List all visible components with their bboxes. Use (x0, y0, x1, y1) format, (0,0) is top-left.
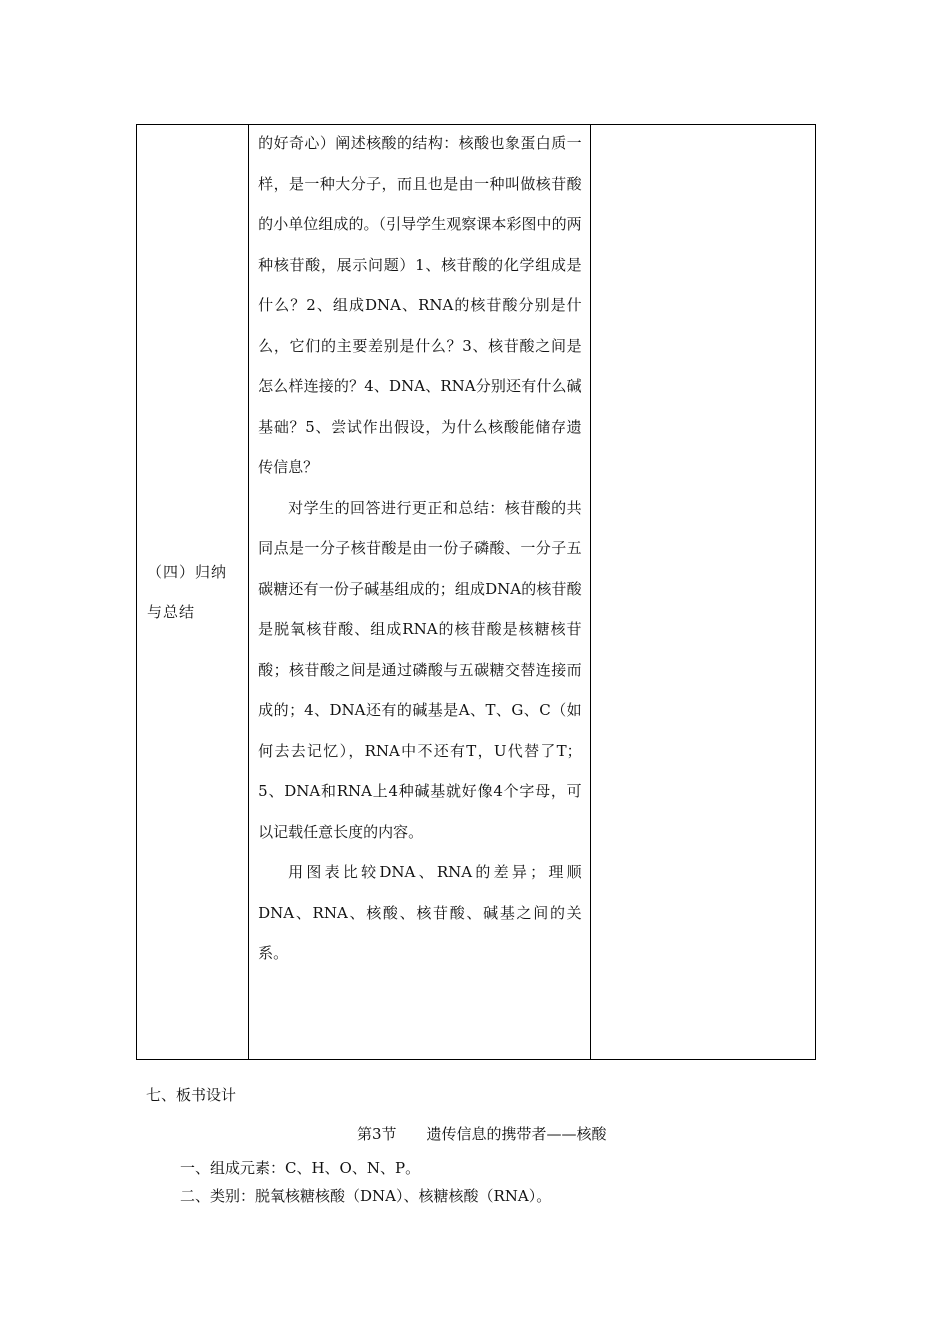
activity-cell (249, 125, 591, 1060)
activity-paragraph-2: 对学生的回答进行更正和总结：核苷酸的共同点是一分子核苷酸是由一份子磷酸、一分子五碳糖还有一份子碱基组成的；组成DNA的核苷酸是脱氧核苷酸、组成RNA的核苷酸是核糖核苷酸；核苷酸之间是通过磷酸与五碳糖交替连接而成的；4、DNA还有的碱基是A、T、G、C（如何去去记忆），RNA中不还有T，U代替了T；5、DNA和RNA上4种碱基就好像4个字母，可以记载任意长度的内容。 (258, 498, 582, 841)
stage-label-line1: （四）归纳 (147, 563, 228, 581)
lesson-plan-table (136, 124, 816, 1060)
notes-cell (590, 125, 815, 1060)
stage-label-line2: 与总结 (147, 603, 196, 621)
activity-content (249, 123, 590, 974)
board-title: 第3节 遗传信息的携带者——核酸 (357, 1125, 607, 1143)
stage-label (137, 552, 248, 632)
activity-paragraph-1: 的好奇心）阐述核酸的结构：核酸也象蛋白质一样，是一种大分子，而且也是由一种叫做核苷酸的小单位组成的。（引导学生观察课本彩图中的两种核苷酸，展示问题）1、核苷酸的化学组成是什么？2、组成DNA、RNA的核苷酸分别是什么，它们的主要差别是什么？3、核苷酸之间是怎么样连接的？4、DNA、RNA分别还有什么碱基础？5、尝试作出假设，为什么核酸能储存遗传信息？ (258, 134, 582, 476)
board-item-elements: 一、组成元素：C、H、O、N、P。 (180, 1159, 421, 1177)
board-item-categories: 二、类别：脱氧核糖核酸（DNA）、核糖核酸（RNA）。 (180, 1187, 552, 1205)
table-row (137, 125, 816, 1060)
activity-paragraph-3: 用图表比较DNA、RNA的差异；理顺DNA、RNA、核酸、核苷酸、碱基之间的关系。 (258, 863, 582, 962)
board-design-heading: 七、板书设计 (146, 1086, 237, 1104)
stage-cell (137, 125, 249, 1060)
